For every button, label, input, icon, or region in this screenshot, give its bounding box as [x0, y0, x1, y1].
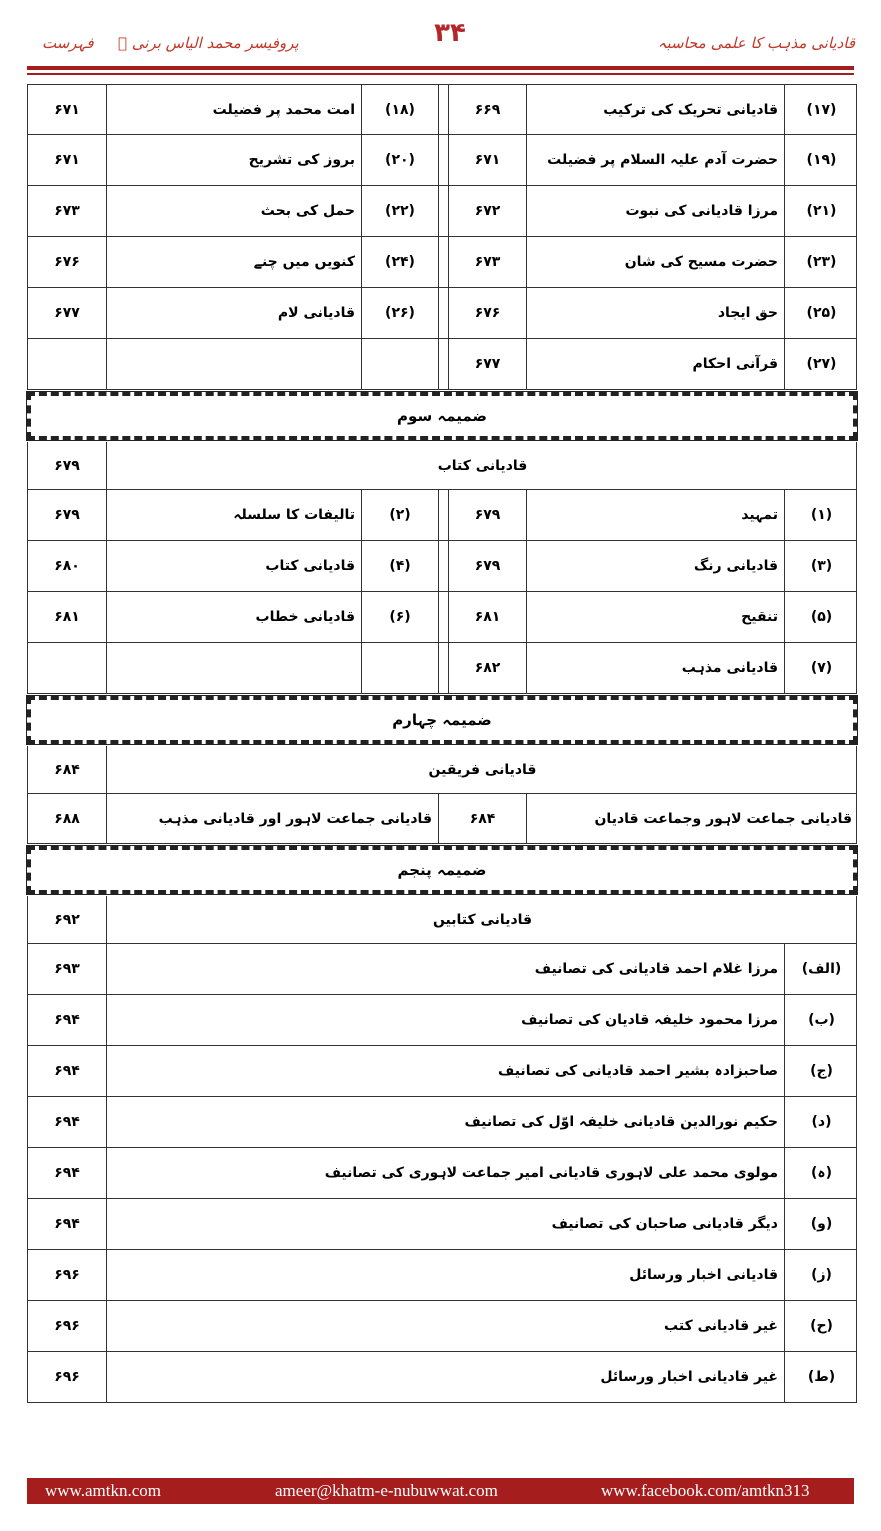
entry-number [361, 643, 438, 693]
table-row [27, 995, 857, 1046]
page-ref: ۶۸۱ [54, 609, 80, 625]
entry-title: دیگر قادیانی صاحبان کی تصانیف [106, 1199, 784, 1249]
entry-title: قادیانی کتاب [106, 541, 361, 591]
column-gap [438, 288, 448, 338]
table-row [27, 1199, 857, 1250]
entry-number: (۲) [361, 490, 438, 540]
page-ref: ۶۷۱ [54, 152, 80, 168]
page-ref: ۶۷۱ [54, 101, 80, 118]
book-title: قادیانی مذہب کا علمی محاسبہ [657, 34, 855, 52]
entry-title: حضرت آدم علیہ السلام پر فضیلت [526, 135, 784, 185]
column-gap [438, 541, 448, 591]
page-footer [27, 1478, 854, 1504]
appendix-banner [27, 846, 857, 894]
page-ref [28, 643, 106, 693]
page-ref: ۶۹۶ [54, 1369, 80, 1385]
table-row [27, 237, 857, 288]
page-ref: ۶۹۳ [54, 961, 80, 977]
footer-email-link[interactable]: ameer@khatm-e-nubuwwat.com [275, 1481, 498, 1500]
page-ref: ۶۸۰ [54, 558, 80, 574]
appendix-banner-label: ضمیمہ چہارم [392, 711, 492, 729]
entry-number: (۲۴) [361, 237, 438, 287]
entry-title: قرآنی احکام [526, 339, 784, 389]
section-heading: قادیانی فریقین [106, 746, 858, 793]
page-number: ۳۴ [434, 18, 466, 48]
table-row [27, 186, 857, 237]
entry-title: تالیفات کا سلسلہ [106, 490, 361, 540]
entry-number: (۱۹) [784, 135, 858, 185]
entry-number: (و) [784, 1199, 858, 1249]
page-ref: ۶۹۴ [54, 1063, 80, 1079]
entry-title: مرزا قادیانی کی نبوت [526, 186, 784, 236]
entry-title: حق ایجاد [526, 288, 784, 338]
entry-number: (۲۵) [784, 288, 858, 338]
entry-title: غیر قادیانی کتب [106, 1301, 784, 1351]
page-ref: ۶۸۲ [448, 643, 526, 693]
entry-title: کنویں میں چنے [106, 237, 361, 287]
column-gap [438, 85, 448, 134]
page-header [0, 0, 881, 70]
page-ref: ۶۹۴ [54, 1012, 80, 1028]
table-row [27, 135, 857, 186]
table-row [27, 1046, 857, 1097]
page-ref: ۶۷۳ [54, 203, 80, 219]
entry-title [106, 643, 361, 693]
page-ref: ۶۹۶ [54, 1267, 80, 1283]
table-row [27, 896, 857, 944]
author-name: پروفیسر محمد الیاس برنی ﷫ [118, 34, 299, 52]
entry-number: (۲۲) [361, 186, 438, 236]
section-heading: قادیانی کتاب [106, 442, 858, 489]
entry-number: (د) [784, 1097, 858, 1147]
table-row [27, 442, 857, 490]
entry-number: (ط) [784, 1352, 858, 1402]
footer-facebook-link[interactable]: www.facebook.com/amtkn313 [601, 1481, 810, 1500]
page-ref: ۶۸۴ [54, 761, 80, 778]
footer-website-link[interactable]: www.amtkn.com [45, 1481, 161, 1500]
page-ref: ۶۹۴ [54, 1216, 80, 1232]
page-ref: ۶۷۹ [54, 457, 80, 474]
page-ref: ۶۷۶ [54, 254, 80, 270]
column-gap [438, 592, 448, 642]
entry-title: حضرت مسیح کی شان [526, 237, 784, 287]
entry-number: (۲۷) [784, 339, 858, 389]
entry-number: (ح) [784, 1301, 858, 1351]
entry-number [361, 339, 438, 389]
entry-title: غیر قادیانی اخبار ورسائل [106, 1352, 784, 1402]
page-ref: ۶۹۴ [54, 1165, 80, 1181]
entry-number: (۲۰) [361, 135, 438, 185]
column-gap [438, 643, 448, 693]
entry-title: قادیانی خطاب [106, 592, 361, 642]
entry-number: (۲۱) [784, 186, 858, 236]
entry-title: قادیانی جماعت لاہور وجماعت قادیان [526, 794, 858, 843]
entry-title [106, 339, 361, 389]
page-ref: ۶۷۹ [54, 507, 80, 523]
table-of-contents [27, 84, 857, 1403]
entry-title: قادیانی تحریک کی ترکیب [526, 85, 784, 134]
entry-title: حکیم نورالدین قادیانی خلیفہ اوّل کی تصانیف [106, 1097, 784, 1147]
page-ref: ۶۷۷ [54, 305, 80, 321]
table-row [27, 643, 857, 694]
table-row [27, 794, 857, 844]
entry-title: صاحبزادہ بشیر احمد قادیانی کی تصانیف [106, 1046, 784, 1096]
page-ref: ۶۸۴ [438, 794, 526, 843]
entry-title: مولوی محمد علی لاہوری قادیانی امیر جماعت لاہوری کی تصانیف [106, 1148, 784, 1198]
table-row [27, 1250, 857, 1301]
page-ref: ۶۹۲ [54, 911, 80, 928]
entry-title: مرزا محمود خلیفہ قادیان کی تصانیف [106, 995, 784, 1045]
entry-number: (ب) [784, 995, 858, 1045]
page-ref: ۶۷۹ [448, 490, 526, 540]
page-ref: ۶۷۲ [448, 186, 526, 236]
header-rule-thin [27, 73, 854, 75]
page-ref [28, 339, 106, 389]
column-gap [438, 339, 448, 389]
appendix-banner-label: ضمیمہ سوم [397, 407, 487, 425]
entry-number: (ج) [784, 1046, 858, 1096]
entry-number: (۱۸) [361, 85, 438, 134]
page-ref: ۶۹۴ [54, 1114, 80, 1130]
entry-number: (الف) [784, 944, 858, 994]
table-row [27, 541, 857, 592]
table-row [27, 1301, 857, 1352]
appendix-banner [27, 696, 857, 744]
table-row [27, 84, 857, 135]
section-label: فہرست [42, 34, 94, 52]
table-row [27, 1148, 857, 1199]
page-ref: ۶۷۹ [448, 541, 526, 591]
entry-number: (۷) [784, 643, 858, 693]
entry-title: قادیانی اخبار ورسائل [106, 1250, 784, 1300]
entry-title: مرزا غلام احمد قادیانی کی تصانیف [106, 944, 784, 994]
table-row [27, 944, 857, 995]
page-ref: ۶۸۱ [448, 592, 526, 642]
entry-title: قادیانی جماعت لاہور اور قادیانی مذہب [106, 794, 438, 843]
entry-title: بروز کی تشریح [106, 135, 361, 185]
entry-title: قادیانی مذہب [526, 643, 784, 693]
page-ref: ۶۶۹ [448, 85, 526, 134]
table-row [27, 1097, 857, 1148]
entry-title: تنقیح [526, 592, 784, 642]
table-row [27, 288, 857, 339]
column-gap [438, 237, 448, 287]
header-rule-thick [27, 66, 854, 70]
entry-title: امت محمد پر فضیلت [106, 85, 361, 134]
entry-number: (۵) [784, 592, 858, 642]
entry-number: (۱۷) [784, 85, 858, 134]
entry-number: (۲۳) [784, 237, 858, 287]
page-ref: ۶۷۳ [448, 237, 526, 287]
entry-title: تمہید [526, 490, 784, 540]
table-row [27, 339, 857, 390]
column-gap [438, 186, 448, 236]
section-heading: قادیانی کتابیں [106, 896, 858, 943]
entry-title: حمل کی بحث [106, 186, 361, 236]
appendix-banner [27, 392, 857, 440]
column-gap [438, 135, 448, 185]
entry-number: (۴) [361, 541, 438, 591]
entry-number: (۳) [784, 541, 858, 591]
table-row [27, 746, 857, 794]
entry-number: (۱) [784, 490, 858, 540]
page-ref: ۶۷۶ [448, 288, 526, 338]
entry-title: قادیانی لام [106, 288, 361, 338]
column-gap [438, 490, 448, 540]
page-ref: ۶۷۷ [448, 339, 526, 389]
entry-number: (۲۶) [361, 288, 438, 338]
entry-number: (۶) [361, 592, 438, 642]
entry-title: قادیانی رنگ [526, 541, 784, 591]
table-row [27, 490, 857, 541]
page-ref: ۶۸۸ [54, 810, 80, 827]
table-row [27, 1352, 857, 1403]
page-ref: ۶۹۶ [54, 1318, 80, 1334]
appendix-banner-label: ضمیمہ پنجم [397, 861, 487, 879]
page-ref: ۶۷۱ [448, 135, 526, 185]
table-row [27, 592, 857, 643]
entry-number: (ز) [784, 1250, 858, 1300]
entry-number: (ہ) [784, 1148, 858, 1198]
